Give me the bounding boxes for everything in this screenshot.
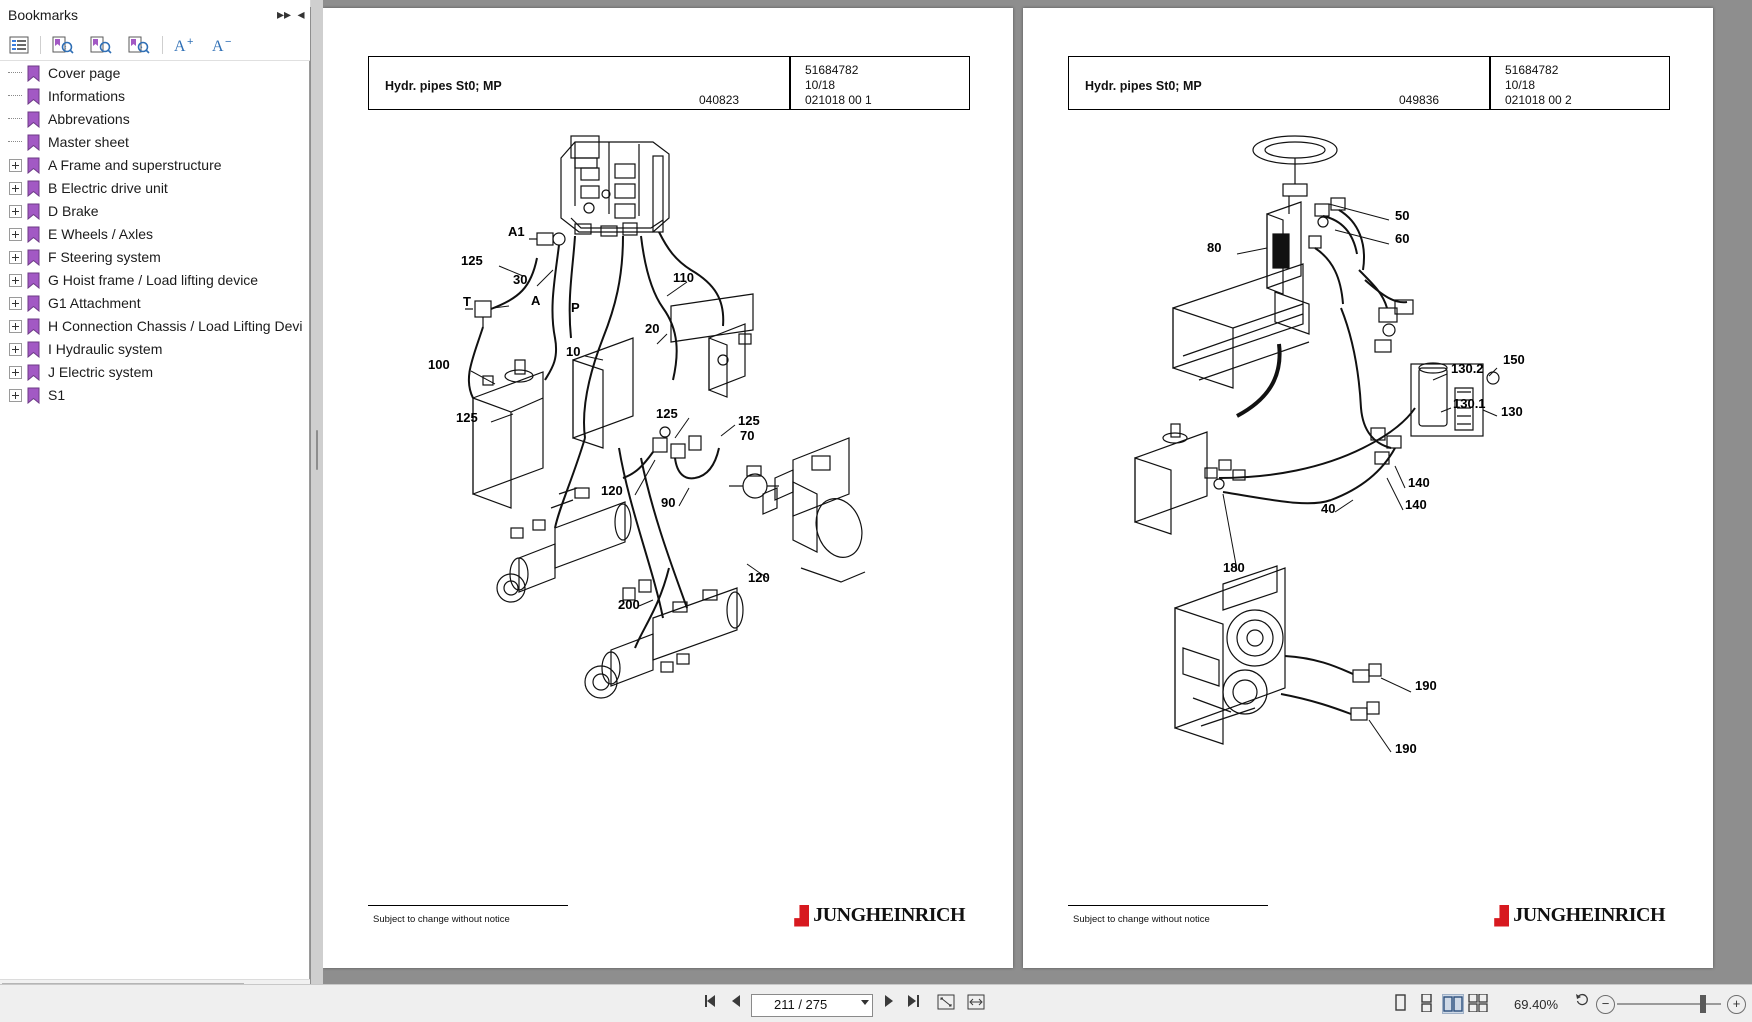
expand-toggle-icon[interactable] — [9, 343, 22, 356]
last-page-icon[interactable] — [903, 993, 925, 1015]
zoom-out-button[interactable]: − — [1596, 995, 1615, 1014]
expand-toggle-icon[interactable] — [9, 159, 22, 172]
drawing-title: Hydr. pipes St0; MP — [1085, 79, 1202, 93]
drawing-title: Hydr. pipes St0; MP — [385, 79, 502, 93]
single-page-view-icon[interactable] — [1390, 994, 1412, 1014]
svg-text:−: − — [225, 36, 232, 48]
bookmark-label: A Frame and superstructure — [48, 157, 222, 173]
decrease-text-size-icon[interactable] — [208, 32, 238, 58]
callout-label: 60 — [1395, 231, 1410, 246]
expand-all-icon[interactable]: ▸▸ — [276, 6, 292, 22]
bookmark-item[interactable] — [0, 315, 310, 338]
part-number: 51684782 — [805, 63, 859, 77]
bookmark-label: Cover page — [48, 65, 121, 81]
logo-text: JUNGHEINRICH — [813, 904, 965, 926]
continuous-view-icon[interactable] — [1416, 994, 1438, 1014]
callout-label: 80 — [1207, 240, 1222, 255]
callout-label: 10 — [566, 344, 581, 359]
logo-mark-icon — [794, 905, 809, 927]
callout-label: 125 — [456, 410, 478, 425]
callout-label: 150 — [1503, 352, 1525, 367]
footer-rule — [368, 905, 568, 906]
bookmark-label: D Brake — [48, 203, 99, 219]
pdf-viewer[interactable] — [323, 0, 1752, 985]
bookmark-icon — [27, 134, 42, 152]
expand-toggle-icon[interactable] — [9, 366, 22, 379]
bookmark-label: Informations — [48, 88, 126, 104]
fit-width-icon[interactable] — [963, 993, 989, 1015]
callout-label: 50 — [1395, 208, 1410, 223]
callout-label: T — [463, 294, 471, 309]
bookmark-item[interactable] — [0, 177, 310, 200]
tree-connector — [8, 95, 22, 97]
bookmark-icon — [27, 157, 42, 175]
bookmark-label: Abbrevations — [48, 111, 130, 127]
find-bookmark-icon[interactable] — [86, 32, 116, 58]
page-number-value: 211 / 275 — [774, 997, 828, 1012]
bookmark-item[interactable] — [0, 131, 310, 154]
tree-connector — [8, 141, 22, 143]
callout-label: 130.1 — [1453, 396, 1486, 411]
expand-toggle-icon[interactable] — [9, 389, 22, 402]
drawing-number: 049836 — [1399, 93, 1440, 107]
page-number-input[interactable] — [751, 994, 873, 1017]
chevron-down-icon[interactable] — [861, 1000, 869, 1005]
hydraulic-diagram-left — [323, 8, 1013, 968]
sidebar-title: Bookmarks — [8, 7, 79, 23]
callout-label: 140 — [1408, 475, 1430, 490]
callout-label: A1 — [508, 224, 525, 239]
bookmark-item[interactable] — [0, 85, 310, 108]
drawing-date: 10/18 — [805, 78, 836, 92]
callout-label: 140 — [1405, 497, 1427, 512]
drawing-date: 10/18 — [1505, 78, 1536, 92]
splitter-grip[interactable] — [316, 430, 318, 470]
find-previous-bookmark-icon[interactable] — [48, 32, 78, 58]
bookmarks-sidebar — [0, 0, 310, 1022]
callout-label: 190 — [1395, 741, 1417, 756]
find-next-bookmark-icon[interactable] — [124, 32, 154, 58]
bookmark-icon — [27, 111, 42, 129]
bookmark-icon — [27, 226, 42, 244]
bookmark-label: G Hoist frame / Load lifting device — [48, 272, 259, 288]
pdf-page-right — [1023, 8, 1713, 968]
bookmark-item[interactable] — [0, 361, 310, 384]
bookmarks-tree[interactable] — [0, 62, 310, 992]
bookmark-icon — [27, 272, 42, 290]
bookmark-label: F Steering system — [48, 249, 161, 265]
bookmark-label: Master sheet — [48, 134, 129, 150]
previous-page-icon[interactable] — [727, 993, 747, 1015]
pdf-page-left — [323, 8, 1013, 968]
bookmark-item[interactable] — [0, 338, 310, 361]
bookmark-label: E Wheels / Axles — [48, 226, 154, 242]
callout-label: 200 — [618, 597, 640, 612]
bookmark-item[interactable] — [0, 246, 310, 269]
expand-toggle-icon[interactable] — [9, 320, 22, 333]
logo-text: JUNGHEINRICH — [1513, 904, 1665, 926]
bookmark-item[interactable] — [0, 269, 310, 292]
jungheinrich-logo — [1494, 904, 1665, 930]
svg-text:‹: ‹ — [64, 45, 67, 51]
bookmark-icon — [27, 364, 42, 382]
bookmark-item[interactable] — [0, 62, 310, 85]
callout-label: 120 — [748, 570, 770, 585]
toolbar-separator-2 — [162, 36, 163, 54]
bookmark-label: I Hydraulic system — [48, 341, 163, 357]
callout-label: 100 — [428, 357, 450, 372]
tree-connector — [8, 118, 22, 120]
callout-label: 130 — [1501, 404, 1523, 419]
svg-text:A: A — [174, 38, 186, 54]
zoom-level-label: 69.40% — [1514, 997, 1559, 1012]
bookmark-list-icon[interactable] — [4, 32, 34, 58]
bookmark-icon — [27, 341, 42, 359]
hydraulic-diagram-right — [1023, 8, 1713, 968]
footer-note: Subject to change without notice — [373, 914, 510, 925]
first-page-icon[interactable] — [700, 993, 722, 1015]
bookmark-item[interactable] — [0, 384, 310, 407]
callout-label: 30 — [513, 272, 528, 287]
bookmark-item[interactable] — [0, 200, 310, 223]
callout-label: 70 — [740, 428, 755, 443]
callout-label: 110 — [673, 270, 694, 285]
callout-label: 120 — [601, 483, 623, 498]
bookmark-icon — [27, 180, 42, 198]
sheet-number: 021018 00 1 — [805, 93, 872, 107]
bookmarks-toolbar — [0, 30, 310, 61]
bookmark-item[interactable] — [0, 223, 310, 246]
logo-mark-icon — [1494, 905, 1509, 927]
bookmark-icon — [27, 88, 42, 106]
callout-label: 20 — [645, 321, 660, 336]
expand-toggle-icon[interactable] — [9, 205, 22, 218]
bookmark-item[interactable] — [0, 292, 310, 315]
toolbar-separator-1 — [40, 36, 41, 54]
expand-toggle-icon[interactable] — [9, 251, 22, 264]
sheet-number: 021018 00 2 — [1505, 93, 1572, 107]
footer-rule — [1068, 905, 1268, 906]
callout-label: 125 — [461, 253, 483, 268]
bookmark-icon — [27, 318, 42, 336]
bookmark-icon — [27, 249, 42, 267]
bookmark-label: B Electric drive unit — [48, 180, 168, 196]
zoom-in-button[interactable]: + — [1727, 995, 1746, 1014]
bookmark-icon — [27, 65, 42, 83]
bookmark-icon — [27, 387, 42, 405]
callout-label: 130.2 — [1451, 361, 1484, 376]
svg-text:+: + — [187, 36, 194, 48]
expand-toggle-icon[interactable] — [9, 228, 22, 241]
expand-toggle-icon[interactable] — [9, 274, 22, 287]
drawing-number: 040823 — [699, 93, 740, 107]
callout-label: 190 — [1415, 678, 1437, 693]
bookmark-item[interactable] — [0, 108, 310, 131]
increase-text-size-icon[interactable] — [170, 32, 200, 58]
callout-label: 125 — [738, 413, 760, 428]
callout-label: 180 — [1223, 560, 1245, 575]
bookmark-label: J Electric system — [48, 364, 154, 380]
callout-label: 90 — [661, 495, 676, 510]
svg-text:›: › — [140, 45, 143, 51]
callout-label: 125 — [656, 406, 678, 421]
sidebar-header — [0, 0, 310, 30]
zoom-slider-thumb[interactable] — [1700, 995, 1706, 1013]
tree-connector — [8, 72, 22, 74]
callout-label: 40 — [1321, 501, 1336, 516]
bookmark-label: G1 Attachment — [48, 295, 141, 311]
bookmark-label: S1 — [48, 387, 66, 403]
collapse-panel-icon[interactable]: ◂ — [297, 6, 305, 22]
panel-splitter[interactable] — [311, 0, 323, 1022]
expand-toggle-icon[interactable] — [9, 182, 22, 195]
viewer-bottom-toolbar — [0, 984, 1752, 1022]
callout-label: P — [571, 300, 580, 315]
fit-page-icon[interactable] — [933, 993, 959, 1015]
bookmark-icon — [27, 203, 42, 221]
bookmark-icon — [27, 295, 42, 313]
expand-toggle-icon[interactable] — [9, 297, 22, 310]
callout-label: A — [531, 293, 541, 308]
jungheinrich-logo — [794, 904, 965, 930]
two-page-continuous-view-icon[interactable] — [1468, 994, 1490, 1014]
next-page-icon[interactable] — [878, 993, 898, 1015]
svg-text:A: A — [212, 38, 224, 54]
zoom-reset-icon[interactable] — [1575, 993, 1591, 1015]
two-page-view-icon[interactable] — [1442, 994, 1464, 1014]
part-number: 51684782 — [1505, 63, 1559, 77]
footer-note: Subject to change without notice — [1073, 914, 1210, 925]
bookmark-label: H Connection Chassis / Load Lifting Devi — [48, 318, 303, 334]
bookmark-item[interactable] — [0, 154, 310, 177]
